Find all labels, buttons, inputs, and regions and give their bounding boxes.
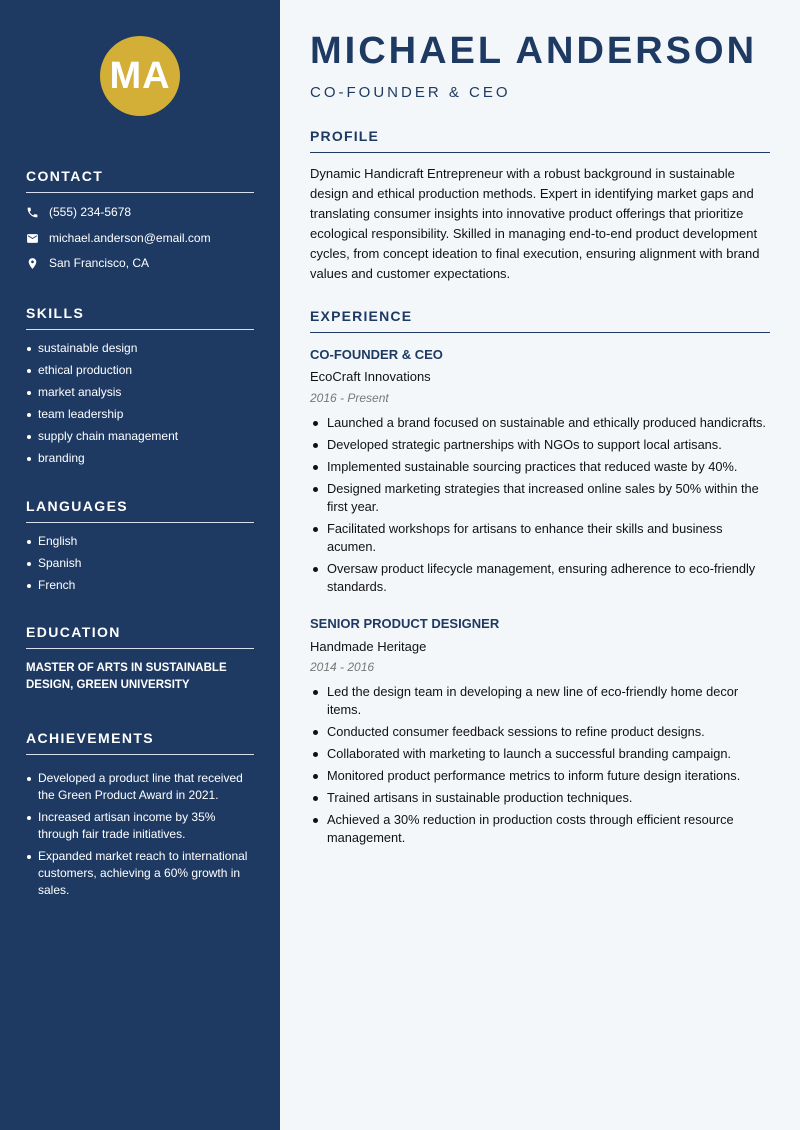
achievements-list xyxy=(26,770,254,904)
candidate-name: MICHAEL ANDERSON xyxy=(310,30,758,72)
skill-item: team leadership xyxy=(26,406,254,423)
job-bullet: Designed marketing strategies that increased online sales by 50% within the first year. xyxy=(310,480,772,516)
location-pin-icon xyxy=(26,257,39,270)
job-bullet: Conducted consumer feedback sessions to refine product designs. xyxy=(310,723,772,741)
achievements-heading: ACHIEVEMENTS xyxy=(26,730,254,755)
skills-heading: SKILLS xyxy=(26,305,254,330)
languages-list xyxy=(26,533,254,599)
experience-heading: EXPERIENCE xyxy=(310,308,770,333)
skill-item: ethical production xyxy=(26,362,254,379)
language-item: French xyxy=(26,577,254,594)
contact-phone xyxy=(26,205,131,219)
job-bullets xyxy=(310,683,772,851)
achievement-item: Expanded market reach to international customers, achieving a 60% growth in sales. xyxy=(26,848,254,899)
job-bullets xyxy=(310,414,772,600)
skill-item: branding xyxy=(26,450,254,467)
contact-heading: CONTACT xyxy=(26,168,254,193)
sidebar xyxy=(0,0,280,1130)
languages-heading: LANGUAGES xyxy=(26,498,254,523)
education-heading: EDUCATION xyxy=(26,624,254,649)
contact-phone-text: (555) 234-5678 xyxy=(49,205,132,219)
job-title: CO-FOUNDER & CEO xyxy=(310,347,443,362)
contact-email xyxy=(26,231,211,245)
job-bullet: Led the design team in developing a new line of eco-friendly home decor items. xyxy=(310,683,772,719)
skill-item: market analysis xyxy=(26,384,254,401)
avatar xyxy=(100,36,180,116)
skills-list xyxy=(26,340,254,472)
achievement-item: Increased artisan income by 35% through fair trade initiatives. xyxy=(26,809,254,843)
language-item: English xyxy=(26,533,254,550)
job-company: EcoCraft Innovations xyxy=(310,369,431,384)
contact-location-text: San Francisco, CA xyxy=(49,256,150,270)
profile-heading: PROFILE xyxy=(310,128,770,153)
job-bullet: Implemented sustainable sourcing practices that reduced waste by 40%. xyxy=(310,458,772,476)
job-title: SENIOR PRODUCT DESIGNER xyxy=(310,616,500,631)
job-company: Handmade Heritage xyxy=(310,639,427,654)
job-dates: 2016 - Present xyxy=(310,391,389,405)
job-bullet: Oversaw product lifecycle management, ensuring adherence to eco-friendly standards. xyxy=(310,560,772,596)
job-bullet: Monitored product performance metrics to inform future design iterations. xyxy=(310,767,772,785)
profile-text: Dynamic Handicraft Entrepreneur with a robust background in sustainable design and ethical production methods. Expert in identifying market gaps and translating consumer insights into innovative product offerings that prioritize ecological responsibility. Skilled in managing end-to-end product development cycles, from concept ideation to final execution, ensuring alignment with brand values and customer expectations. xyxy=(310,166,760,281)
contact-email-text[interactable]: michael.anderson@email.com xyxy=(49,231,211,245)
skill-item: supply chain management xyxy=(26,428,254,445)
job-bullet: Launched a brand focused on sustainable and ethically produced handicrafts. xyxy=(310,414,772,432)
job-bullet: Trained artisans in sustainable production techniques. xyxy=(310,789,772,807)
skill-item: sustainable design xyxy=(26,340,254,357)
main-content xyxy=(280,0,800,1130)
phone-icon xyxy=(26,206,39,219)
job-bullet: Facilitated workshops for artisans to enhance their skills and business acumen. xyxy=(310,520,772,556)
language-item: Spanish xyxy=(26,555,254,572)
job-dates: 2014 - 2016 xyxy=(310,660,375,674)
job-bullet: Achieved a 30% reduction in production costs through efficient resource management. xyxy=(310,811,772,847)
achievement-item: Developed a product line that received the Green Product Award in 2021. xyxy=(26,770,254,804)
job-bullet: Collaborated with marketing to launch a successful branding campaign. xyxy=(310,745,772,763)
avatar-initials: MA xyxy=(109,54,171,97)
education-degree: MASTER OF ARTS IN SUSTAINABLE DESIGN, GREEN UNIVERSITY xyxy=(26,662,227,691)
contact-location xyxy=(26,256,149,270)
candidate-role: CO-FOUNDER & CEO xyxy=(310,84,511,101)
mail-icon xyxy=(26,232,39,245)
job-bullet: Developed strategic partnerships with NGOs to support local artisans. xyxy=(310,436,772,454)
